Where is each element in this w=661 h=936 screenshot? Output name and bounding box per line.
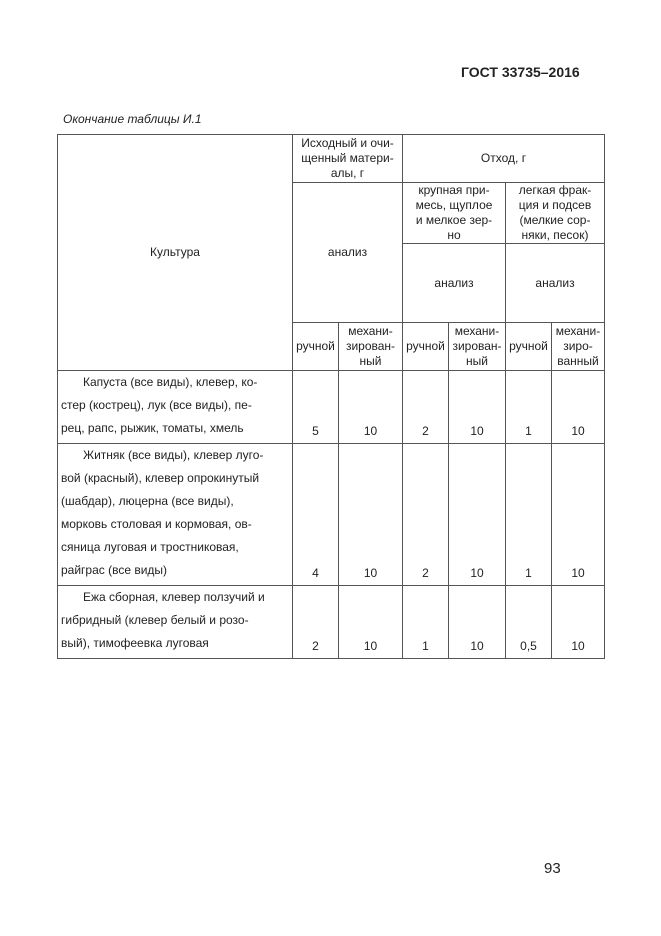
header-initial-analysis: анализ: [293, 183, 403, 323]
culture-line: гибридный (клевер белый и розо-: [61, 613, 249, 627]
seed-sample-table: [57, 134, 605, 659]
header-light-line: легкая фрак-: [518, 183, 592, 197]
header-mech-line: механи-: [348, 324, 393, 338]
header-coarse-line: крупная при-: [418, 183, 490, 197]
value-initial-manual: 2: [293, 586, 339, 659]
header-waste: Отход, г: [403, 135, 605, 183]
header-coarse-analysis: анализ: [403, 244, 506, 323]
culture-line: Ежа сборная, клевер ползучий и: [83, 590, 265, 604]
value-initial-manual: 5: [293, 371, 339, 444]
header-mech-line: ный: [359, 354, 382, 368]
culture-line: стер (кострец), лук (все виды), пе-: [61, 398, 252, 412]
culture-line: сяница луговая и тростниковая,: [61, 540, 239, 554]
culture-cell: [58, 444, 293, 586]
culture-cell: [58, 586, 293, 659]
culture-cell: [58, 371, 293, 444]
header-light-analysis: анализ: [506, 244, 605, 323]
value-light-mechanized: 10: [552, 586, 605, 659]
header-initial-line: алы, г: [330, 166, 365, 180]
header-light-line: (мелкие сор-: [519, 213, 591, 227]
header-mech-line: зирован-: [452, 339, 502, 353]
table-caption: Окончание таблицы И.1: [63, 112, 202, 126]
document-code: ГОСТ 33735–2016: [461, 64, 580, 80]
value-coarse-mechanized: 10: [449, 586, 506, 659]
header-initial-material: [293, 135, 403, 183]
header-mech-line: механи-: [555, 324, 601, 338]
value-coarse-mechanized: 10: [449, 371, 506, 444]
header-light-mechanized: [552, 323, 605, 371]
page-number: 93: [544, 860, 561, 877]
header-coarse-manual: ручной: [403, 323, 449, 371]
culture-line: рец, рапс, рыжик, томаты, хмель: [61, 421, 244, 435]
header-mech-line: ный: [466, 354, 488, 368]
culture-line: райграс (все виды): [61, 563, 168, 577]
header-mech-line: зиро-: [563, 339, 593, 353]
value-light-mechanized: 10: [552, 444, 605, 586]
value-coarse-mechanized: 10: [449, 444, 506, 586]
header-light-line: ция и подсев: [518, 198, 592, 212]
header-mech-line: зирован-: [345, 339, 396, 353]
value-light-manual: 1: [506, 371, 552, 444]
header-mech-line: ванный: [557, 354, 599, 368]
header-coarse-line: месь, щуплое: [415, 198, 493, 212]
header-mech-line: механи-: [454, 324, 500, 338]
value-coarse-manual: 2: [403, 444, 449, 586]
culture-line: вой (красный), клевер опрокинутый: [61, 471, 260, 485]
culture-line: (шабдар), люцерна (все виды),: [61, 494, 234, 508]
header-coarse-line: и мелкое зер-: [415, 213, 493, 227]
value-coarse-manual: 1: [403, 586, 449, 659]
value-light-manual: 0,5: [506, 586, 552, 659]
culture-line: Житняк (все виды), клевер луго-: [83, 448, 264, 462]
header-culture: Культура: [58, 135, 293, 371]
header-initial-mechanized: [339, 323, 403, 371]
header-initial-line: щенный матери-: [301, 151, 394, 165]
table-row: [58, 586, 605, 659]
header-light-manual: ручной: [506, 323, 552, 371]
value-light-mechanized: 10: [552, 371, 605, 444]
value-initial-mechanized: 10: [339, 444, 403, 586]
culture-line: Капуста (все виды), клевер, ко-: [83, 375, 258, 389]
value-coarse-manual: 2: [403, 371, 449, 444]
value-initial-mechanized: 10: [339, 586, 403, 659]
culture-line: вый), тимофеевка луговая: [61, 636, 209, 650]
table-row: [58, 444, 605, 586]
culture-line: морковь столовая и кормовая, ов-: [61, 517, 252, 531]
header-initial-line: Исходный и очи-: [301, 136, 394, 150]
header-light-line: няки, песок): [521, 228, 589, 242]
header-initial-manual: ручной: [293, 323, 339, 371]
header-coarse-mechanized: [449, 323, 506, 371]
value-initial-manual: 4: [293, 444, 339, 586]
value-light-manual: 1: [506, 444, 552, 586]
table-row: [58, 371, 605, 444]
header-coarse-line: но: [447, 228, 461, 242]
value-initial-mechanized: 10: [339, 371, 403, 444]
header-coarse-impurity: [403, 183, 506, 244]
header-light-fraction: [506, 183, 605, 244]
